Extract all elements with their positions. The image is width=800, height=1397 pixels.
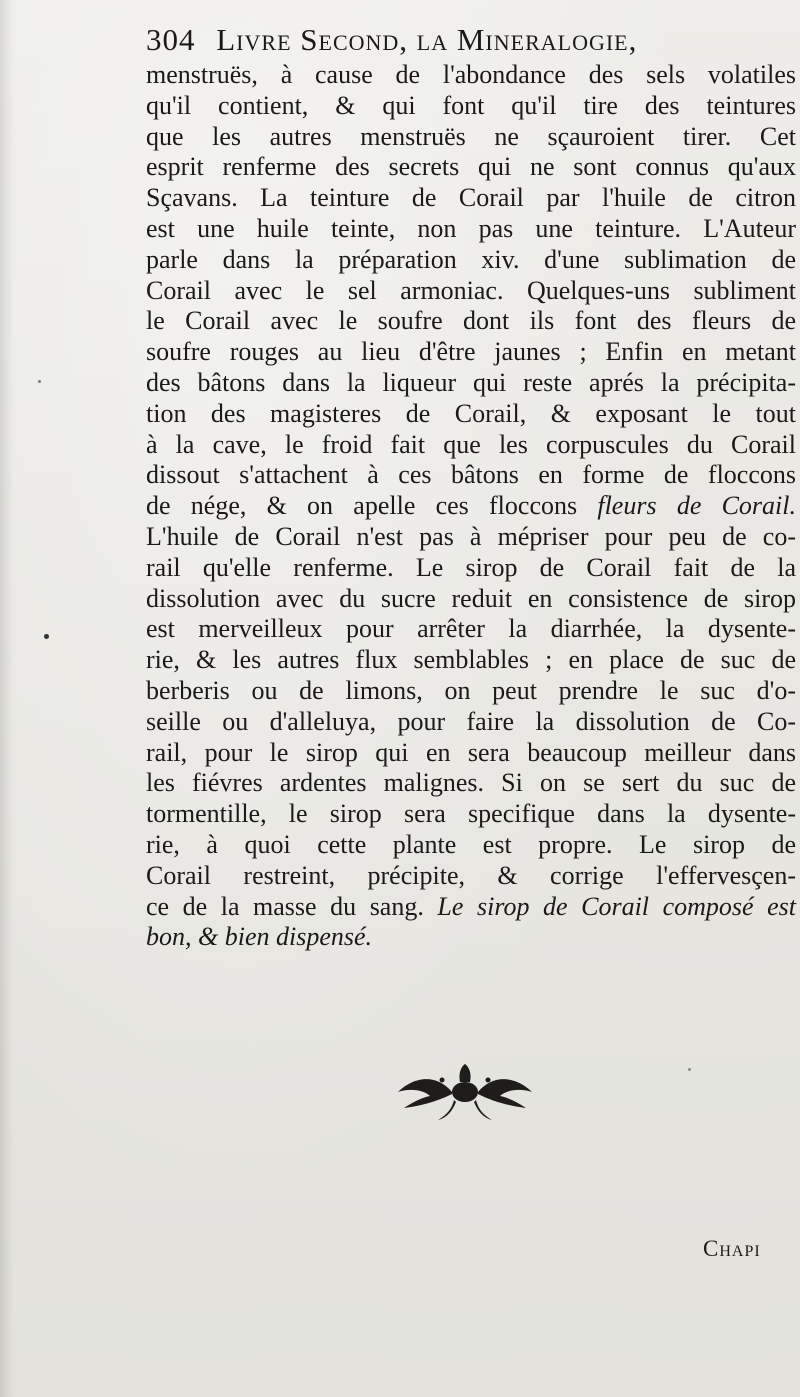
fleuron-ornament-icon [390, 1062, 540, 1122]
italic-phrase: Le sirop de Corail composé est [437, 891, 796, 921]
text-line-mixed [146, 491, 796, 522]
text-line: tormentille, le sirop sera specifique dans la dysente- [146, 799, 796, 829]
text-line: Corail avec le sel armoniac. Quelques-uns subliment [146, 275, 796, 305]
catchword: Chapi [703, 1236, 761, 1261]
ink-speck [44, 634, 49, 639]
text-line: tion des magisteres de Corail, & exposant le tout [146, 398, 796, 428]
text-line: berberis ou de limons, on peut prendre le suc d'o- [146, 675, 796, 705]
text-line-italic: bon, & bien dispensé. [146, 922, 373, 952]
text-line: dissolution avec du sucre reduit en consistence de sirop [146, 583, 796, 613]
text-line: L'huile de Corail n'est pas à mépriser pour peu de co- [146, 521, 796, 551]
text-line: rail qu'elle renferme. Le sirop de Corail fait de la [146, 552, 796, 582]
ink-speck [688, 1068, 691, 1071]
binding-shadow [0, 0, 14, 1397]
text-line: seille ou d'alleluya, pour faire la dissolution de Co- [146, 706, 796, 736]
text-line: les fiévres ardentes malignes. Si on se sert du suc de [146, 768, 796, 798]
text-line: rie, à quoi cette plante est propre. Le sirop de [146, 829, 796, 859]
text-line: qu'il contient, & qui font qu'il tire des teintures [146, 90, 796, 120]
text-line: Corail restreint, précipite, & corrige l'effervesçen- [146, 860, 796, 890]
text-line: est une huile teinte, non pas une teinture. L'Auteur [146, 213, 796, 243]
text-line: rail, pour le sirop qui en sera beaucoup meilleur dans [146, 737, 796, 767]
running-title: Livre Second, la Mineralogie, [216, 22, 638, 57]
italic-term: fleurs de Corail. [597, 491, 797, 521]
ink-speck [38, 380, 41, 383]
text-line: Sçavans. La teinture de Corail par l'huile de citron [146, 183, 796, 213]
text-segment: de nége, & on apelle ces floccons [146, 491, 578, 521]
text-line: des bâtons dans la liqueur qui reste aprés la précipita- [146, 367, 796, 397]
text-line: soufre rouges au lieu d'être jaunes ; Enfin en metant [146, 337, 796, 367]
text-line: que les autres menstruës ne sçauroient tirer. Cet [146, 121, 796, 151]
text-line: esprit renferme des secrets qui ne sont connus qu'aux [146, 152, 796, 182]
page-number: 304 [146, 22, 196, 57]
text-line-mixed [146, 892, 796, 923]
text-segment: ce de la masse du sang. [146, 891, 424, 921]
text-line: dissout s'attachent à ces bâtons en forme de floccons [146, 460, 796, 490]
text-line: est merveilleux pour arrêter la diarrhée, la dysente- [146, 614, 796, 644]
body-text [146, 60, 796, 953]
text-line: parle dans la préparation xiv. d'une sublimation de [146, 244, 796, 274]
text-line: menstruës, à cause de l'abondance des sels volatiles [146, 60, 796, 89]
text-line: rie, & les autres flux semblables ; en place de suc de [146, 645, 796, 675]
text-line: à la cave, le froid fait que les corpuscules du Corail [146, 429, 796, 459]
text-line: le Corail avec le soufre dont ils font des fleurs de [146, 306, 796, 336]
